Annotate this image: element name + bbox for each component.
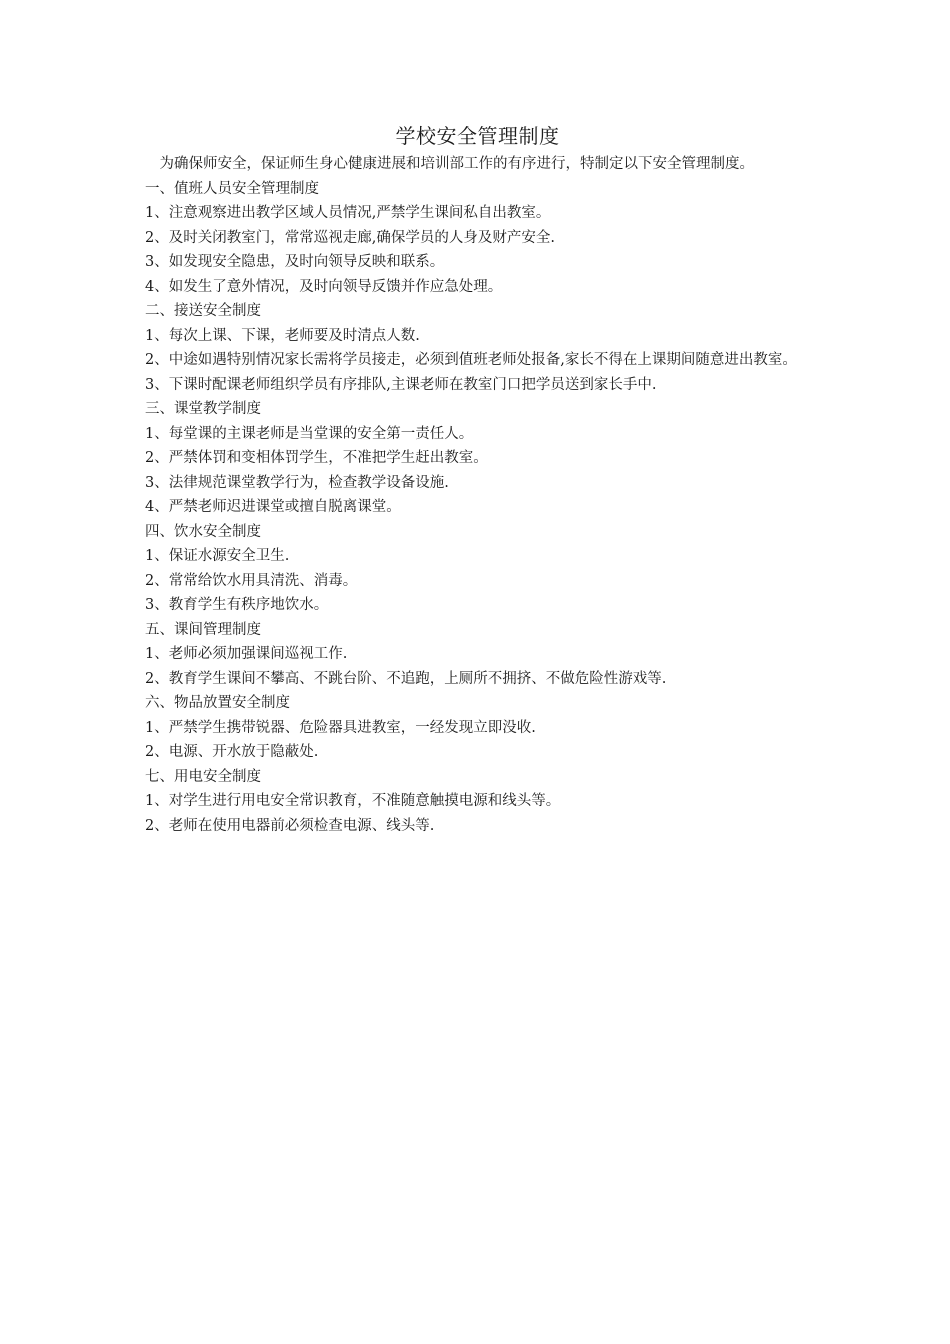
section-heading: 五、课间管理制度 xyxy=(145,621,261,638)
section-6 xyxy=(145,691,810,765)
list-item: 3、教育学生有秩序地饮水。 xyxy=(145,597,329,613)
list-item: 1、严禁学生携带锐器、危险器具进教室，一经发现立即没收. xyxy=(145,719,536,736)
list-item: 1、每次上课、下课，老师要及时清点人数. xyxy=(145,327,420,344)
section-heading: 六、物品放置安全制度 xyxy=(145,695,290,711)
section-heading: 七、用电安全制度 xyxy=(145,768,261,785)
list-item: 2、严禁体罚和变相体罚学生，不准把学生赶出教室。 xyxy=(145,450,488,466)
section-2 xyxy=(145,299,810,397)
list-item: 1、每堂课的主课老师是当堂课的安全第一责任人。 xyxy=(145,425,474,442)
section-1 xyxy=(145,177,810,300)
document-title: 学校安全管理制度 xyxy=(395,124,560,148)
list-item: 3、法律规范课堂教学行为，检查教学设备设施. xyxy=(145,474,449,491)
list-item: 4、如发生了意外情况，及时向领导反馈并作应急处理。 xyxy=(145,278,503,295)
list-item: 2、中途如遇特别情况家长需将学员接走，必须到值班老师处报备,家长不得在上课期间随意进出教室。 xyxy=(145,352,797,368)
section-heading: 一、值班人员安全管理制度 xyxy=(145,180,319,197)
list-item: 2、教育学生课间不攀高、不跳台阶、不追跑，上厕所不拥挤、不做危险性游戏等. xyxy=(145,670,667,687)
section-heading: 四、饮水安全制度 xyxy=(145,523,261,540)
section-3 xyxy=(145,397,810,520)
section-heading: 二、接送安全制度 xyxy=(145,303,261,319)
list-item: 1、老师必须加强课间巡视工作. xyxy=(145,646,348,662)
section-4 xyxy=(145,520,810,618)
list-item: 2、常常给饮水用具清洗、消毒。 xyxy=(145,572,358,589)
document-page xyxy=(145,122,810,838)
list-item: 2、电源、开水放于隐蔽处. xyxy=(145,744,319,760)
list-item: 2、老师在使用电器前必须检查电源、线头等. xyxy=(145,817,435,834)
list-item: 4、严禁老师迟进课堂或擅自脱离课堂。 xyxy=(145,499,401,515)
list-item: 1、保证水源安全卫生. xyxy=(145,548,290,564)
document-intro: 为确保师安全，保证师生身心健康进展和培训部工作的有序进行，特制定以下安全管理制度。 xyxy=(159,156,754,172)
list-item: 3、下课时配课老师组织学员有序排队,主课老师在教室门口把学员送到家长手中. xyxy=(145,376,657,393)
list-item: 3、如发现安全隐患，及时向领导反映和联系。 xyxy=(145,254,445,270)
section-5 xyxy=(145,618,810,692)
list-item: 1、注意观察进出教学区域人员情况,严禁学生课间私自出教室。 xyxy=(145,205,551,221)
list-item: 1、对学生进行用电安全常识教育，不准随意触摸电源和线头等。 xyxy=(145,793,561,809)
list-item: 2、及时关闭教室门，常常巡视走廊,确保学员的人身及财产安全. xyxy=(145,229,555,246)
section-heading: 三、课堂教学制度 xyxy=(145,401,261,417)
section-7 xyxy=(145,765,810,839)
